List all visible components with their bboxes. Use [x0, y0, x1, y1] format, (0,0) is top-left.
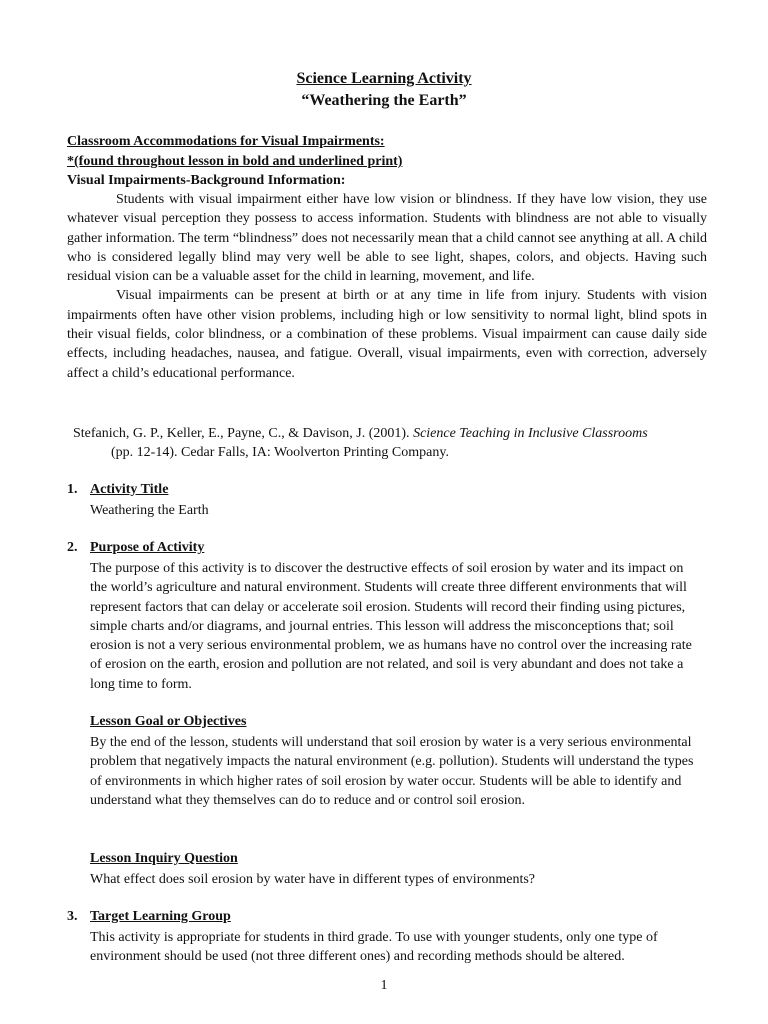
goal-heading: Lesson Goal or Objectives: [90, 714, 247, 729]
citation-authors: Stefanich, G. P., Keller, E., Payne, C., & Davison, J. (2001).: [73, 426, 414, 441]
section-1-heading: Activity Title: [90, 482, 169, 497]
background-heading: Visual Impairments-Background Information:: [67, 173, 346, 188]
section-2-heading: Purpose of Activity: [90, 540, 205, 555]
goal-text: By the end of the lesson, students will understand that soil erosion by water is a very serious environmental problem that negatively impacts the natural environment (e.g. pollution). Students will understand the types of environments in which higher rates of soil erosion by water occur. Students will be able to identify and understand what they themselves can do to reduce and or control soil erosion.: [90, 735, 694, 808]
activity-title-text: Weathering the Earth: [90, 503, 209, 518]
background-text: [67, 190, 707, 383]
section-3-body: [90, 928, 702, 967]
inquiry-text: What effect does soil erosion by water have in different types of environments?: [90, 872, 536, 887]
target-group-text: This activity is appropriate for students in third grade. To use with younger students, only one type of environment should be used (not three different ones) and recording methods should be altered.: [90, 930, 658, 965]
citation-rest: (pp. 12-14). Cedar Falls, IA: Woolverton Printing Company.: [111, 445, 449, 461]
inquiry-heading: Lesson Inquiry Question: [90, 851, 238, 866]
purpose-text: The purpose of this activity is to discover the destructive effects of soil erosion by water and its impact on the world’s agriculture and natural environment. Students will create three different environments that will represent factors that can delay or accelerate soil erosion. Students will record their finding using pictures, simple charts and/or diagrams, and journal entries. This lesson will address the misconceptions that; soil erosion is not a very serious environmental problem, we as humans have no control over the increasing rate of erosion on the earth, erosion and pollution are not related, and soil is very abundant and does not take a long time to form.: [90, 561, 692, 692]
section-2-body: [90, 559, 702, 694]
section-3-number: 3.: [67, 909, 78, 924]
document-subtitle: “Weathering the Earth”: [301, 92, 467, 109]
section-1-number: 1.: [67, 482, 78, 497]
citation: [73, 424, 713, 463]
accommodations-note: *(found throughout lesson in bold and underlined print): [67, 154, 403, 169]
page-number: 1: [380, 978, 388, 993]
section-3-heading: Target Learning Group: [90, 909, 231, 924]
section-1-body: [90, 501, 702, 520]
background-paragraph-1: Students with visual impairment either have low vision or blindness. If they have low vision, they use whatever visual perception they possess to access information. Students with blindness are not able to visually gather information. The term “blindness” does not necessarily mean that a child cannot see anything at all. A child who is considered legally blind may very well be able to see light, shapes, colors, and objects. Having such residual vision can be a valuable asset for the child in learning, movement, and life.: [67, 192, 707, 285]
background-paragraph-2: Visual impairments can be present at birth or at any time in life from injury. Students with vision impairments often have other vision problems, including high or low sensitivity to normal light, blind spots in their visual fields, color blindness, or a combination of these problems. Visual impairment can cause daily side effects, including headaches, nausea, and fatigue. Overall, visual impairments, even with correction, adversely affect a child’s educational performance.: [67, 288, 707, 381]
citation-book-title: Science Teaching in Inclusive Classrooms: [413, 426, 648, 441]
accommodations-heading: Classroom Accommodations for Visual Impairments:: [67, 134, 385, 149]
goal-body: [90, 733, 702, 810]
section-2-number: 2.: [67, 540, 78, 555]
inquiry-body: [90, 870, 702, 889]
document-title: Science Learning Activity: [296, 70, 472, 87]
